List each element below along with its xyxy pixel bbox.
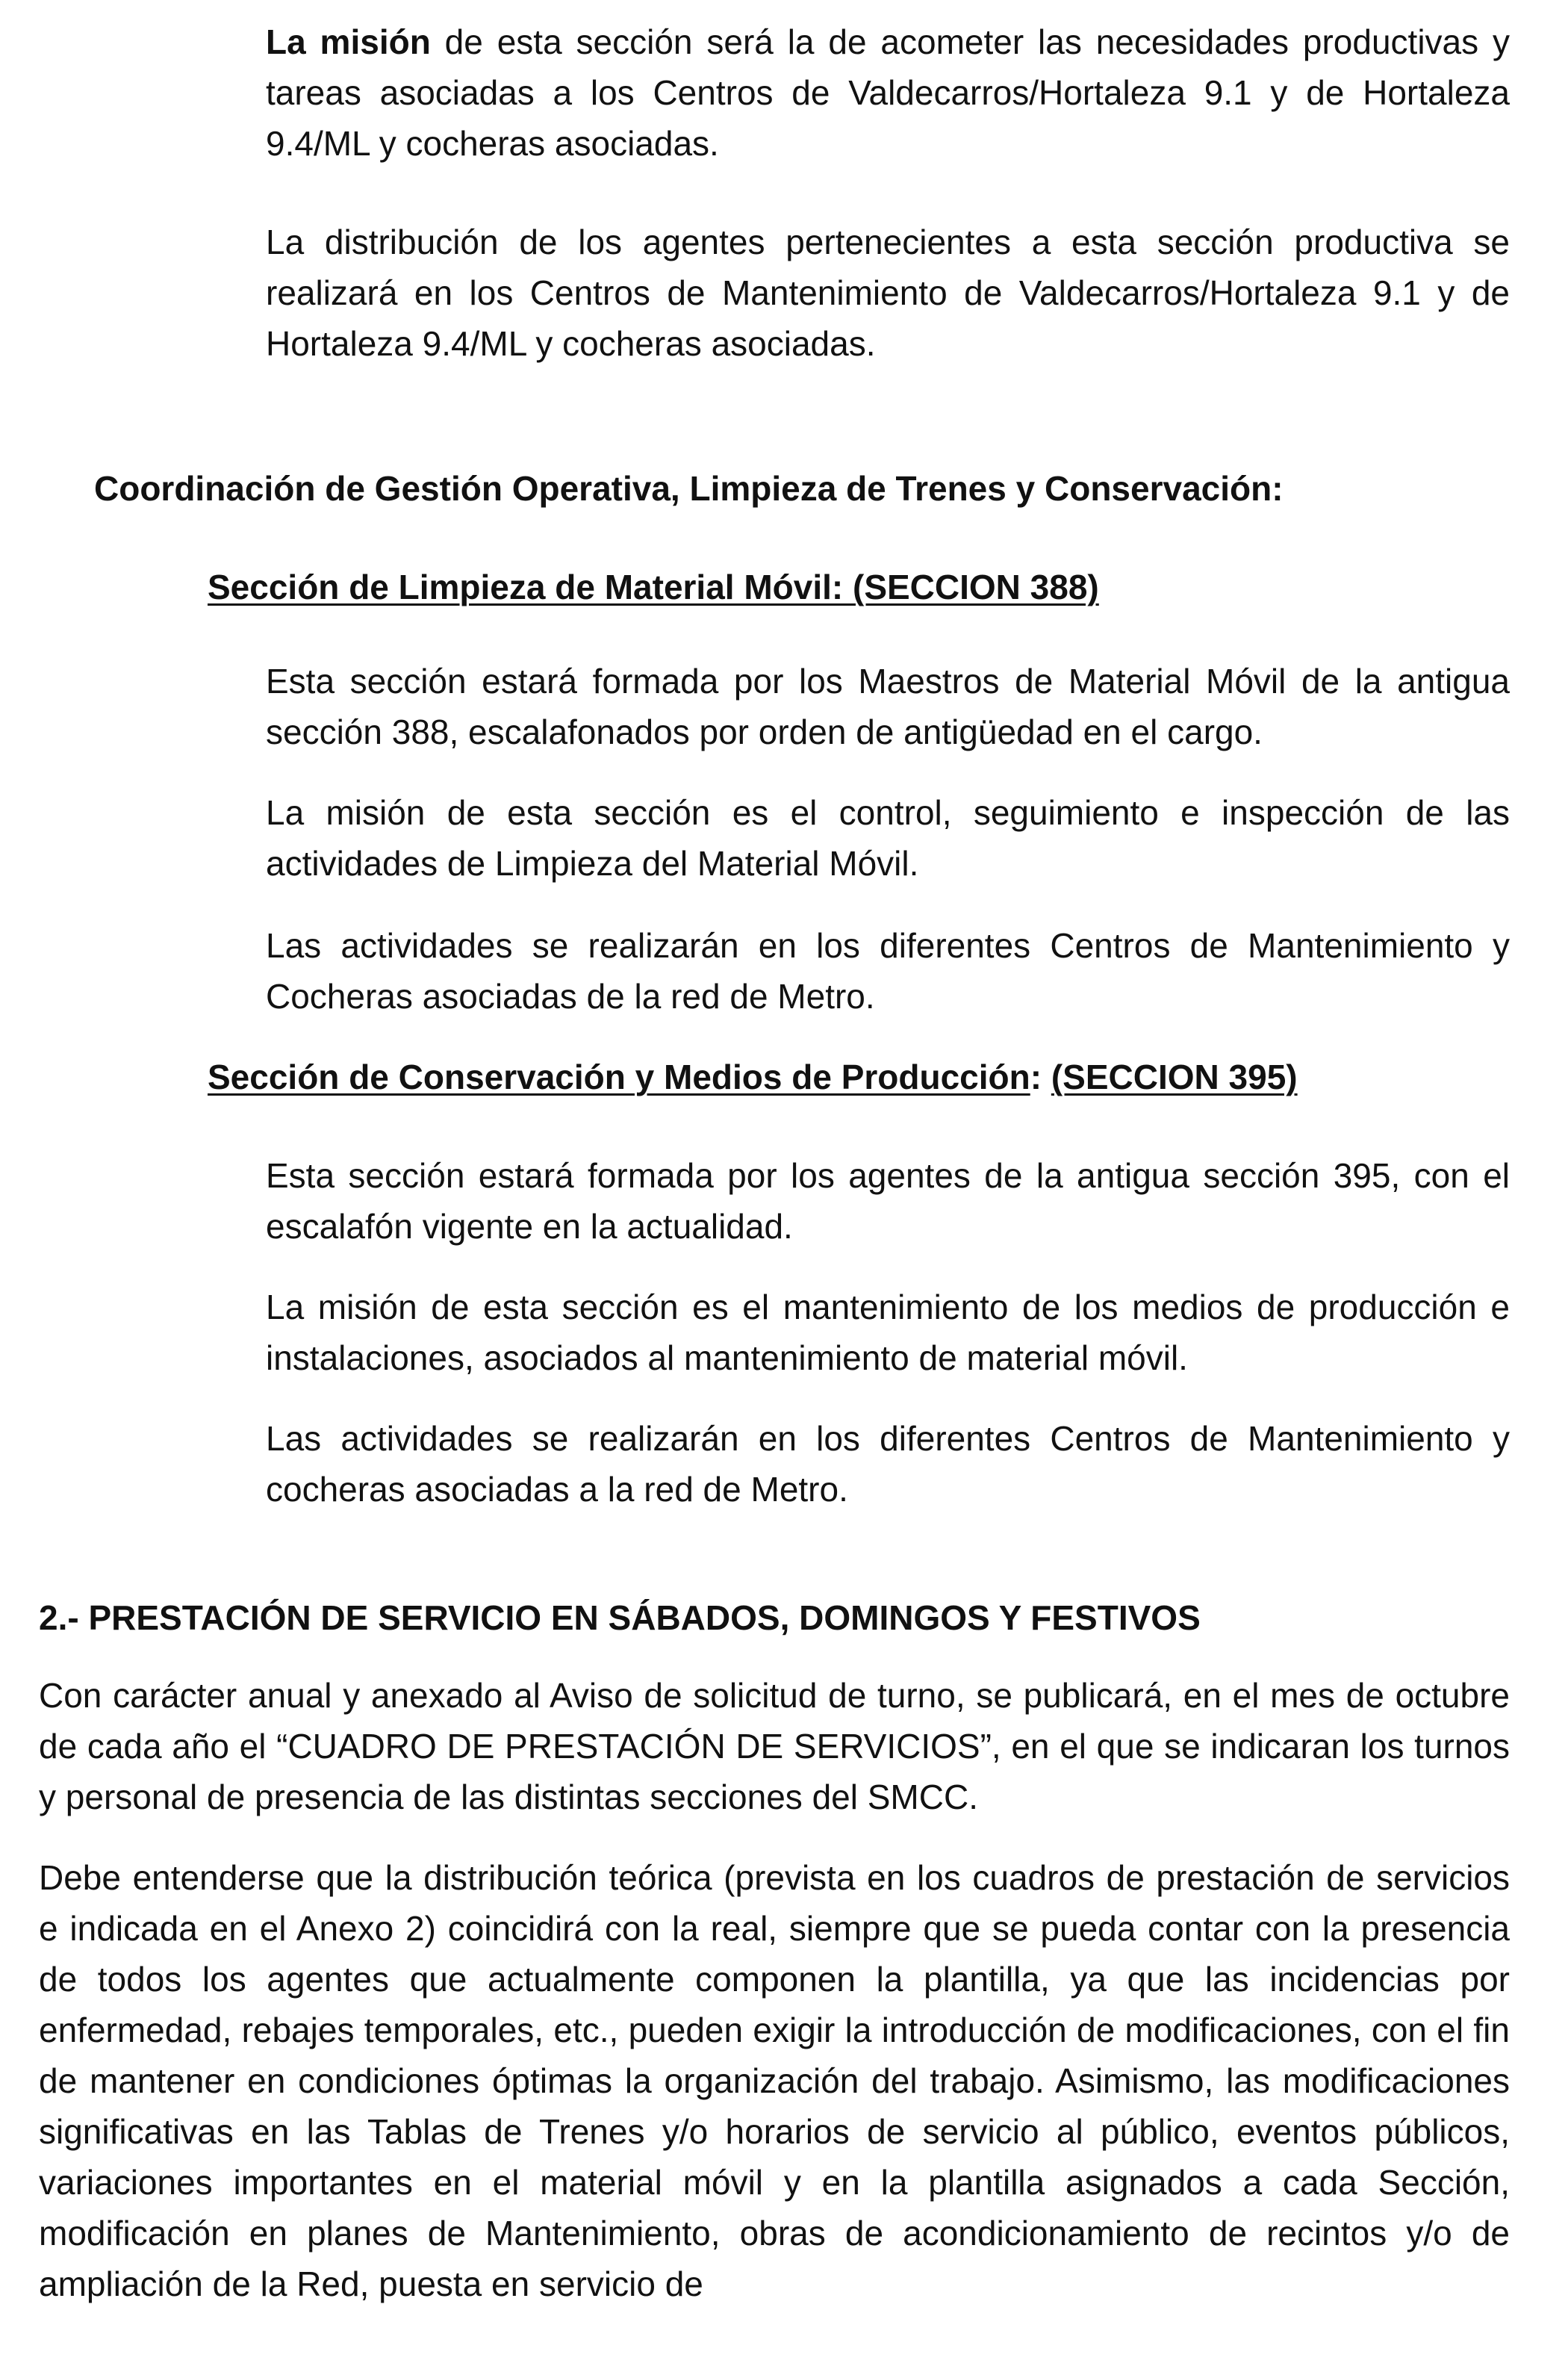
section-388-paragraph: Esta sección estará formada por los Maestros de Material Móvil de la antigua sección 388, escalafonados por orden de antigüedad en el cargo.: [266, 662, 1510, 751]
section-395-title-name: Sección de Conservación y Medios de Producción: [208, 1058, 1030, 1096]
section-2-paragraph: Debe entenderse que la distribución teórica (prevista en los cuadros de prestación de servicios e indicada en el Anexo 2) coincidirá con la real, siempre que se pueda contar con la presencia de todos los agentes que actualmente componen la plantilla, ya que las incidencias por enfermedad, rebajes temporales, etc., pueden exigir la introducción de modificaciones, con el fin de mantener en condiciones óptimas la organización del trabajo. Asimismo, las modificaciones significativas en las Tablas de Trenes y/o horarios de servicio al público, eventos públicos, variaciones importantes en el material móvil y en la plantilla asignados a cada Sección, modificación en planes de Mantenimiento, obras de acondicionamiento de recintos y/o de ampliación de la Red, puesta en servicio de: [39, 1858, 1510, 2303]
section-2-heading: 2.- PRESTACIÓN DE SERVICIO EN SÁBADOS, DOMINGOS Y FESTIVOS: [39, 1598, 1201, 1637]
section-395-paragraph: La misión de esta sección es el mantenimiento de los medios de producción e instalaciones, asociados al mantenimiento de material móvil.: [266, 1288, 1510, 1377]
section-395-title-code: (SECCION 395): [1051, 1058, 1298, 1096]
section-395-paragraph: Las actividades se realizarán en los diferentes Centros de Mantenimiento y cocheras asociadas a la red de Metro.: [266, 1419, 1510, 1509]
section-388-paragraph: Las actividades se realizarán en los diferentes Centros de Mantenimiento y Cocheras asociadas de la red de Metro.: [266, 926, 1510, 1016]
mission-lead: La misión: [266, 22, 431, 61]
section-395-paragraph: Esta sección estará formada por los agentes de la antigua sección 395, con el escalafón vigente en la actualidad.: [266, 1156, 1510, 1246]
section-388-title: Sección de Limpieza de Material Móvil: (SECCION 388): [208, 568, 1099, 606]
coordination-heading: Coordinación de Gestión Operativa, Limpieza de Trenes y Conservación:: [94, 469, 1284, 508]
intro-paragraph-distribution: La distribución de los agentes pertenecientes a esta sección productiva se realizará en los Centros de Mantenimiento de Valdecarros/Hortaleza 9.1 y de Hortaleza 9.4/ML y cocheras asociadas.: [266, 223, 1510, 363]
section-395-title-sep: :: [1030, 1058, 1051, 1096]
section-388-paragraph: La misión de esta sección es el control, seguimiento e inspección de las actividades de Limpieza del Material Móvil.: [266, 793, 1510, 883]
intro-paragraph-mission: [266, 16, 1510, 169]
mission-text: de esta sección será la de acometer las necesidades productivas y tareas asociadas a los Centros de Valdecarros/Hortaleza 9.1 y de Hortaleza 9.4/ML y cocheras asociadas.: [266, 22, 1510, 163]
section-2-paragraph: Con carácter anual y anexado al Aviso de solicitud de turno, se publicará, en el mes de octubre de cada año el “CUADRO DE PRESTACIÓN DE SERVICIOS”, en el que se indicaran los turnos y personal de presencia de las distintas secciones del SMCC.: [39, 1676, 1510, 1816]
section-395-title: [208, 1052, 1298, 1102]
